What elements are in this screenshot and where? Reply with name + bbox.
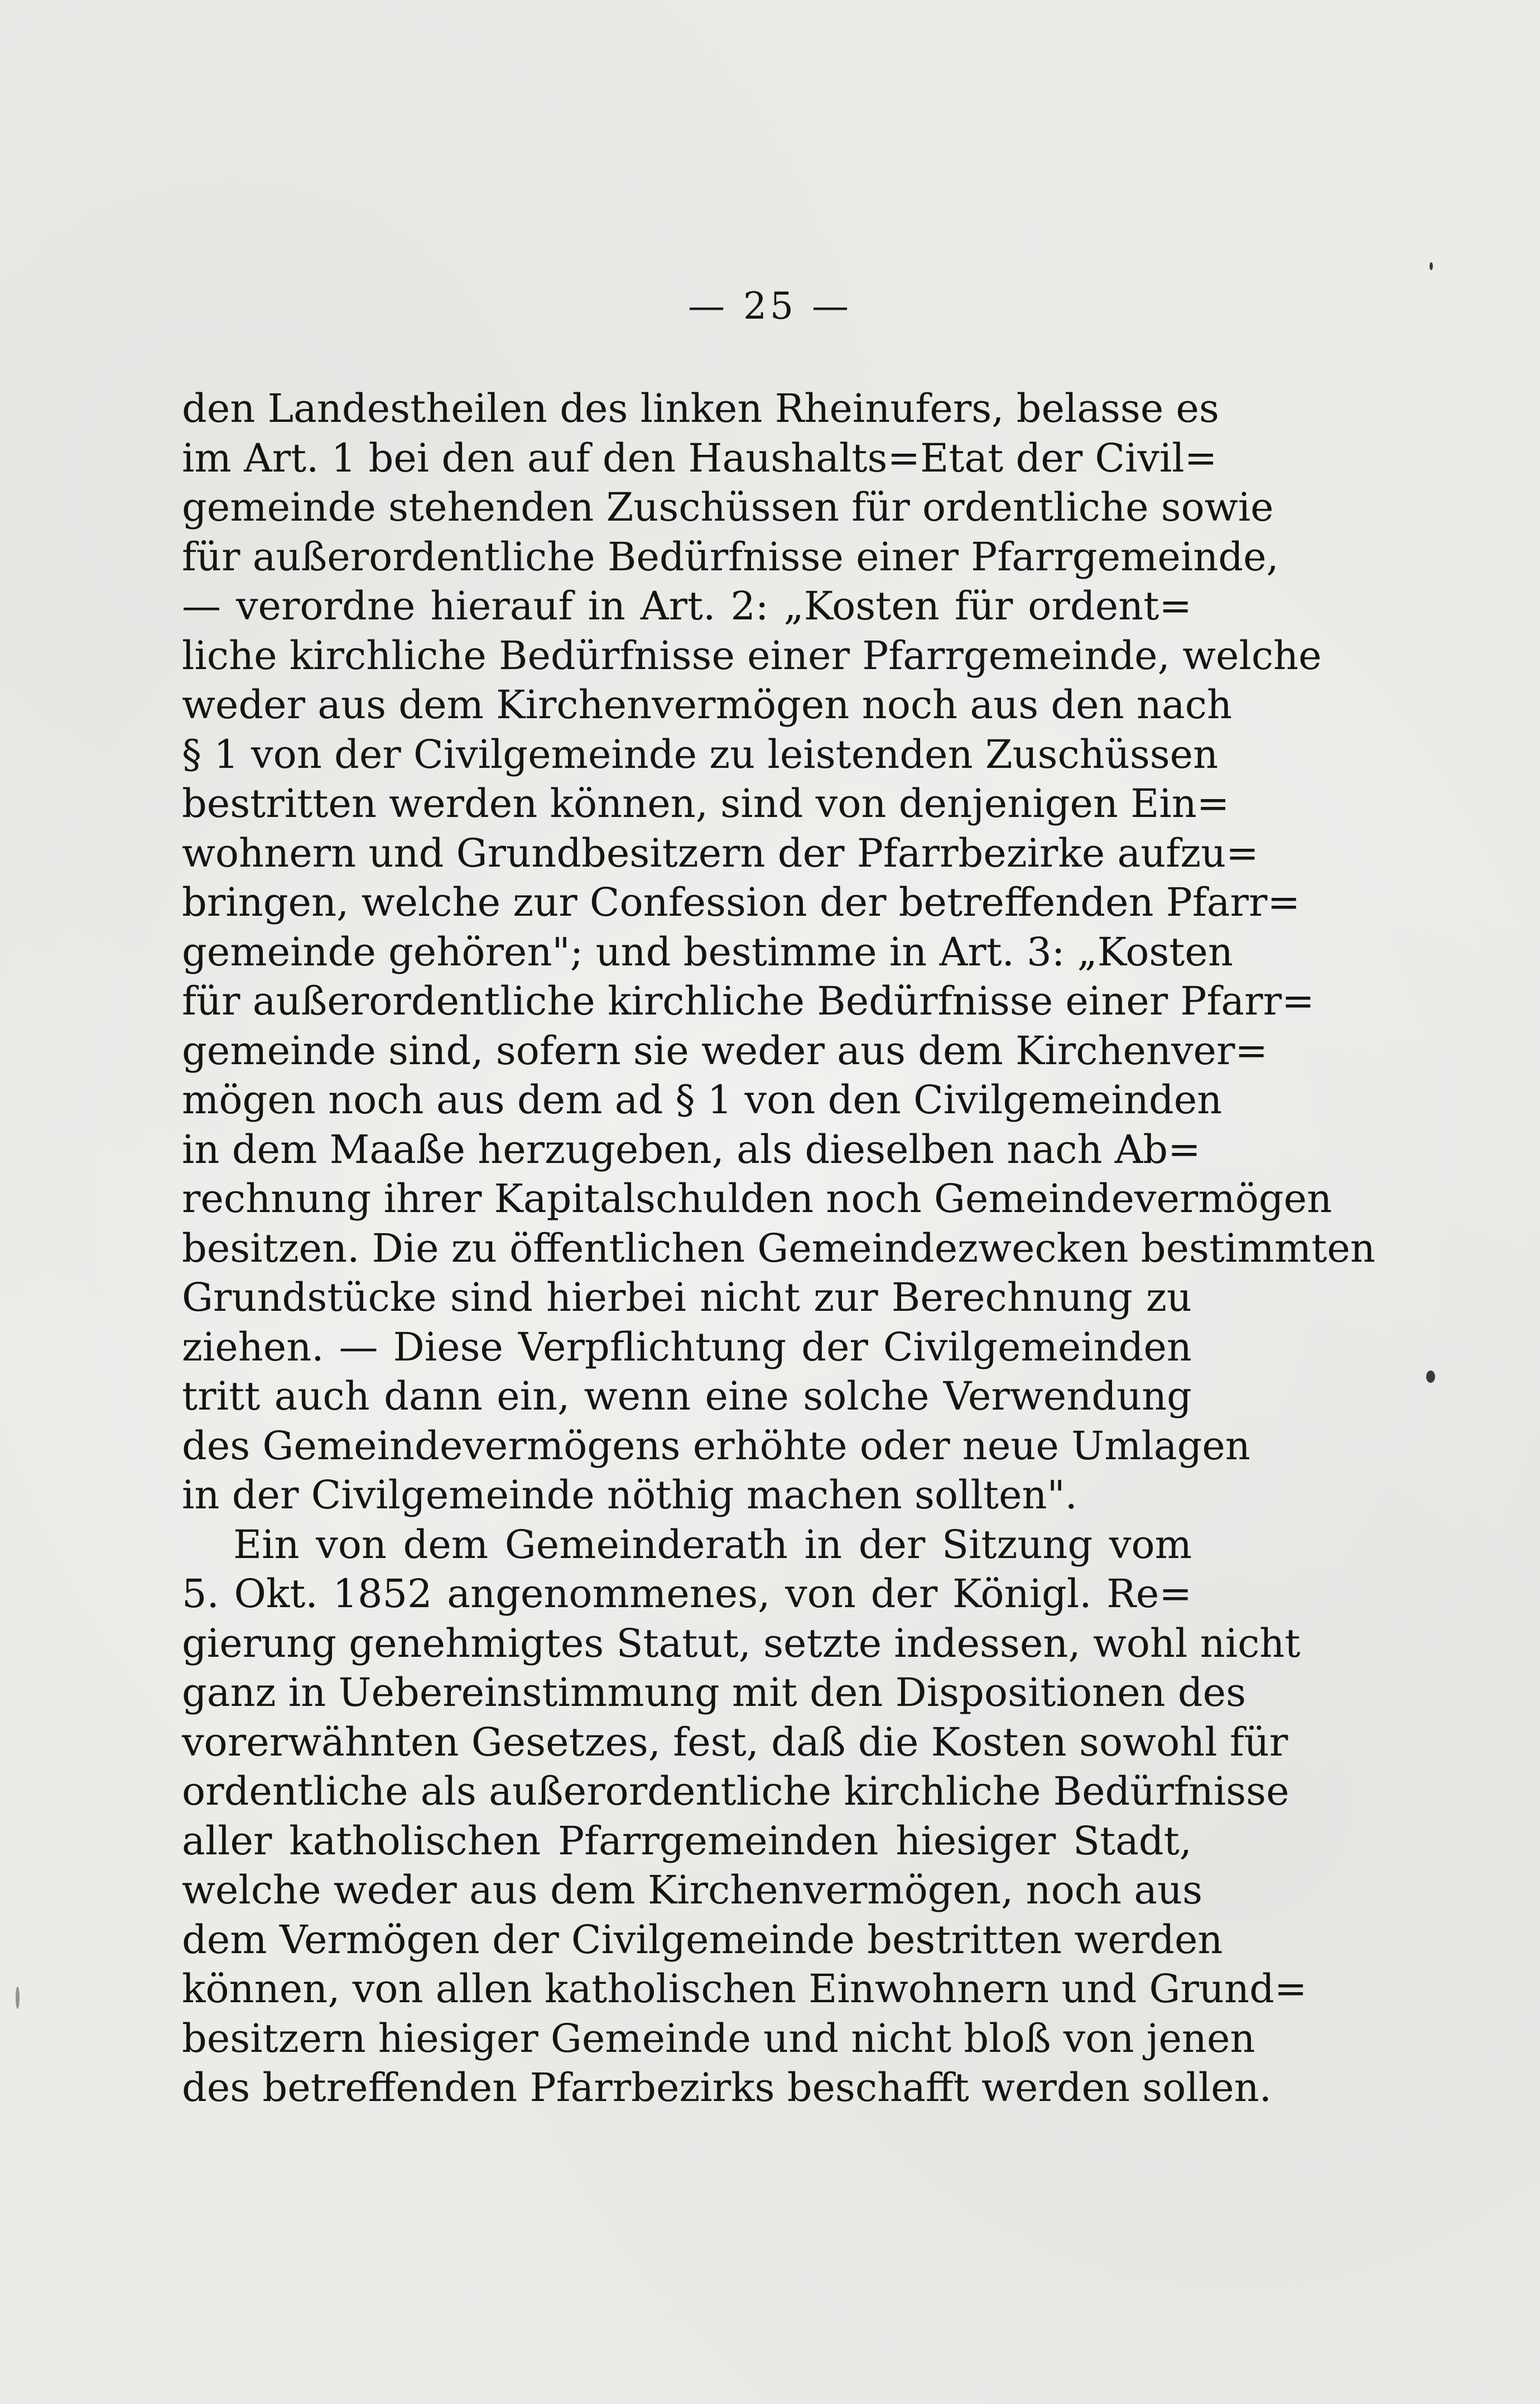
text-line: aller katholischen Pfarrgemeinden hiesiger Stadt, [182, 1818, 1192, 1864]
text-line: vorerwähnten Gesetzes, fest, daß die Kosten sowohl für [182, 1719, 1288, 1765]
text-line: ganz in Uebereinstimmung mit den Dispositionen des [182, 1670, 1246, 1715]
paper-speck [1426, 1371, 1435, 1383]
text-line: gemeinde gehören"; und bestimme in Art. 3: „Kosten [182, 929, 1233, 975]
text-line: — verordne hierauf in Art. 2: „Kosten für ordent= [182, 583, 1192, 629]
text-line: bringen, welche zur Confession der betreffenden Pfarr= [182, 879, 1301, 925]
text-line: mögen noch aus dem ad § 1 von den Civilgemeinden [182, 1077, 1223, 1123]
text-line: gierung genehmigtes Statut, setzte indessen, wohl nicht [182, 1620, 1301, 1666]
body-text [182, 384, 1375, 2113]
text-line: rechnung ihrer Kapitalschulden noch Gemeindevermögen [182, 1176, 1332, 1222]
page-number: — 25 — [688, 285, 852, 328]
text-line: Ein von dem Gemeinderath in der Sitzung vom [233, 1521, 1192, 1568]
text-line: gemeinde sind, sofern sie weder aus dem Kirchenver= [182, 1027, 1268, 1074]
text-line: dem Vermögen der Civilgemeinde bestritten werden [182, 1916, 1223, 1963]
text-line: bestritten werden können, sind von denjenigen Ein= [182, 781, 1230, 826]
text-line: für außerordentliche kirchliche Bedürfnisse einer Pfarr= [182, 978, 1315, 1024]
text-line: weder aus dem Kirchenvermögen noch aus den nach [182, 682, 1233, 728]
text-line: besitzern hiesiger Gemeinde und nicht bloß von jenen [182, 2015, 1255, 2061]
text-line: tritt auch dann ein, wenn eine solche Verwendung [182, 1373, 1192, 1419]
text-line: besitzen. Die zu öffentlichen Gemeindezwecken bestimmten [182, 1225, 1375, 1271]
text-line: des Gemeindevermögens erhöhte oder neue Umlagen [182, 1422, 1250, 1469]
text-line: ziehen. — Diese Verpflichtung der Civilgemeinden [182, 1324, 1192, 1370]
text-line: 5. Okt. 1852 angenommenes, von der Königl. Re= [182, 1571, 1192, 1617]
text-line: für außerordentliche Bedürfnisse einer Pfarrgemeinde, [182, 533, 1279, 580]
text-line: § 1 von der Civilgemeinde zu leistenden Zuschüssen [182, 731, 1219, 777]
paper-speck [1430, 262, 1433, 270]
text-line: in dem Maaße herzugeben, als dieselben nach Ab= [182, 1126, 1201, 1172]
text-line: welche weder aus dem Kirchenvermögen, noch aus [182, 1867, 1203, 1913]
text-line: ordentliche als außerordentliche kirchliche Bedürfnisse [182, 1768, 1289, 1814]
paper-speck [16, 1987, 20, 2009]
text-line: wohnern und Grundbesitzern der Pfarrbezirke aufzu= [182, 830, 1259, 876]
text-line: den Landestheilen des linken Rheinufers, belasse es [182, 386, 1219, 431]
text-line: in der Civilgemeinde nöthig machen sollten". [182, 1472, 1077, 1518]
text-line: Grundstücke sind hierbei nicht zur Berechnung zu [182, 1275, 1192, 1320]
text-line: des betreffenden Pfarrbezirks beschafft werden sollen. [182, 2065, 1272, 2110]
text-line: gemeinde stehenden Zuschüssen für ordentliche sowie [182, 484, 1274, 530]
text-line: im Art. 1 bei den auf den Haushalts=Etat der Civil= [182, 435, 1217, 481]
text-line: liche kirchliche Bedürfnisse einer Pfarrgemeinde, welche [182, 632, 1322, 679]
text-line: können, von allen katholischen Einwohnern und Grund= [182, 1966, 1307, 2012]
